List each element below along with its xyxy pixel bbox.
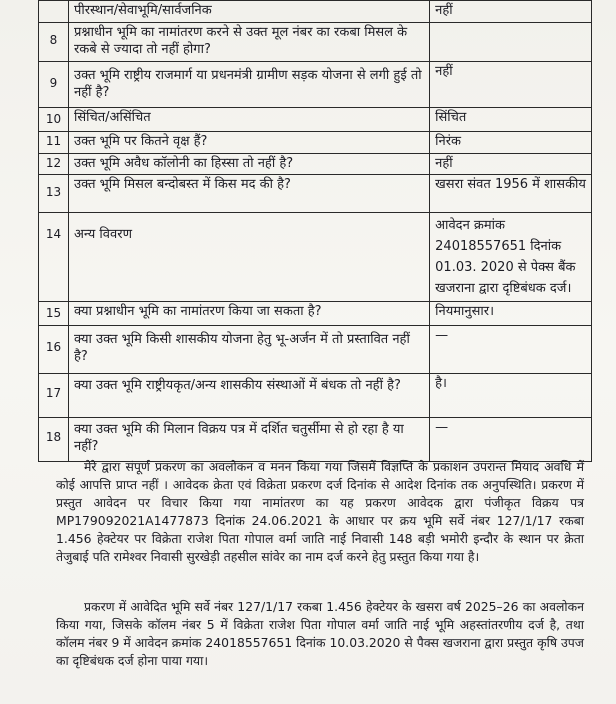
order-paragraph-1: मेरे द्वारा संपूर्ण प्रकरण का अवलोकन व मनन किया गया जिसमें विज्ञप्ति के प्रकाशन उपरान्त मियाद अवधि में कोई आपत्ति प्राप्त नहीं । आवेदक क्रेता एवं विक्रेता प्रकरण दर्ज दिनांक से आदेश दिनांक तक अनुपस्थिति। प्रकरण में प्रस्तुत आवेदन पर विचार किया गया नामांतरण का यह प्रकरण आवेदक द्वारा पंजीकृत विक्रय पत्र MP179092021A1477873 दिनांक 24.06.2021 के आधार पर क्रय भूमि सर्वे नंबर 127/1/17 रकबा 1.456 हेक्टेयर पर विक्रेता राजेश पिता गोपाल वर्मा जाति नाई निवासी 148 बड़ी भमोरी इन्दौर के स्थान पर क्रेता तेजुबाई पति रामेश्वर निवासी सुरखेड़ी तहसील सांवेर का नाम दर्ज करने हेतु प्रस्तुत किया गया है। (56, 459, 584, 564)
row-number: 12 (39, 153, 69, 175)
row-number: 18 (39, 418, 69, 462)
row-number: 16 (39, 326, 69, 374)
row-answer: सिंचित (430, 107, 592, 131)
row-number: 10 (39, 107, 69, 131)
table-row (39, 213, 592, 302)
table-row (39, 131, 592, 153)
row-question: उक्त भूमि अवैध कॉलोनी का हिस्सा तो नहीं है? (68, 153, 429, 175)
row-question: उक्त भूमि पर कितने वृक्ष हैं? (68, 131, 429, 153)
table-row (39, 302, 592, 326)
order-paragraph-2: प्रकरण में आवेदित भूमि सर्वे नंबर 127/1/17 रकबा 1.456 हेक्टेयर के खसरा वर्ष 2025–26 का अवलोकन किया गया, जिसके कॉलम नंबर 5 में विक्रेता राजेश पिता गोपाल वर्मा जाति नाई भूमि अहस्तांतरणीय दर्ज है, तथा कॉलम नंबर 9 में आवेदन क्रमांक 24018557651 दिनांक 10.03.2020 से पैक्स खजराना द्वारा प्रस्तुत कृषि उपज का दृष्टिबंधक दर्ज होना पाया गया। (56, 599, 584, 668)
row-question: उक्त भूमि मिसल बन्दोबस्त में किस मद की है? (68, 175, 429, 213)
land-record-table (38, 0, 592, 462)
table-row (39, 418, 592, 462)
row-answer: आवेदन क्रमांक 24018557651 दिनांक 01.03. 2020 से पेक्स बैंक खजराना द्वारा दृष्टिबंधक दर्ज। (430, 213, 592, 302)
row-question: उक्त भूमि राष्ट्रीय राजमार्ग या प्रधनमंत्री ग्रामीण सड़क योजना से लगी हुई तो नहीं है? (68, 61, 429, 107)
row-question: क्या उक्त भूमि राष्ट्रीयकृत/अन्य शासकीय संस्थाओं में बंधक तो नहीं है? (68, 374, 429, 418)
row-answer: खसरा संवत 1956 में शासकीय (430, 175, 592, 213)
table-row (39, 374, 592, 418)
table-row (39, 153, 592, 175)
row-question: क्या उक्त भूमि किसी शासकीय योजना हेतु भू-अर्जन में तो प्रस्तावित नहीं है? (68, 326, 429, 374)
table-row (39, 1, 592, 23)
row-question: क्या प्रश्नाधीन भूमि का नामांतरण किया जा सकता है? (68, 302, 429, 326)
row-number (39, 1, 69, 23)
table-row (39, 326, 592, 374)
row-number: 14 (39, 213, 69, 302)
row-number: 9 (39, 61, 69, 107)
row-number: 8 (39, 22, 69, 61)
row-question: सिंचित/असिंचित (68, 107, 429, 131)
row-question: प्रश्नाधीन भूमि का नामांतरण करने से उक्त मूल नंबर का रकबा मिसल के रकबे से ज्यादा तो नहीं होगा? (68, 22, 429, 61)
row-answer: — (430, 326, 592, 374)
table-row (39, 22, 592, 61)
table-row (39, 61, 592, 107)
row-number: 17 (39, 374, 69, 418)
row-answer: नहीं (430, 61, 592, 107)
row-answer: नहीं (430, 1, 592, 23)
row-number: 11 (39, 131, 69, 153)
table-row (39, 175, 592, 213)
row-answer: नियमानुसार। (430, 302, 592, 326)
row-question: क्या उक्त भूमि की मिलान विक्रय पत्र में दर्शित चतुर्सीमा से हो रहा है या नहीं? (68, 418, 429, 462)
row-answer: निरंक (430, 131, 592, 153)
row-answer (430, 22, 592, 61)
row-question: अन्य विवरण (68, 213, 429, 302)
row-question: पीरस्थान/सेवाभूमि/सार्वजनिक (68, 1, 429, 23)
row-number: 13 (39, 175, 69, 213)
row-answer: है। (430, 374, 592, 418)
row-number: 15 (39, 302, 69, 326)
row-answer: — (430, 418, 592, 462)
table-row (39, 107, 592, 131)
row-answer: नहीं (430, 153, 592, 175)
